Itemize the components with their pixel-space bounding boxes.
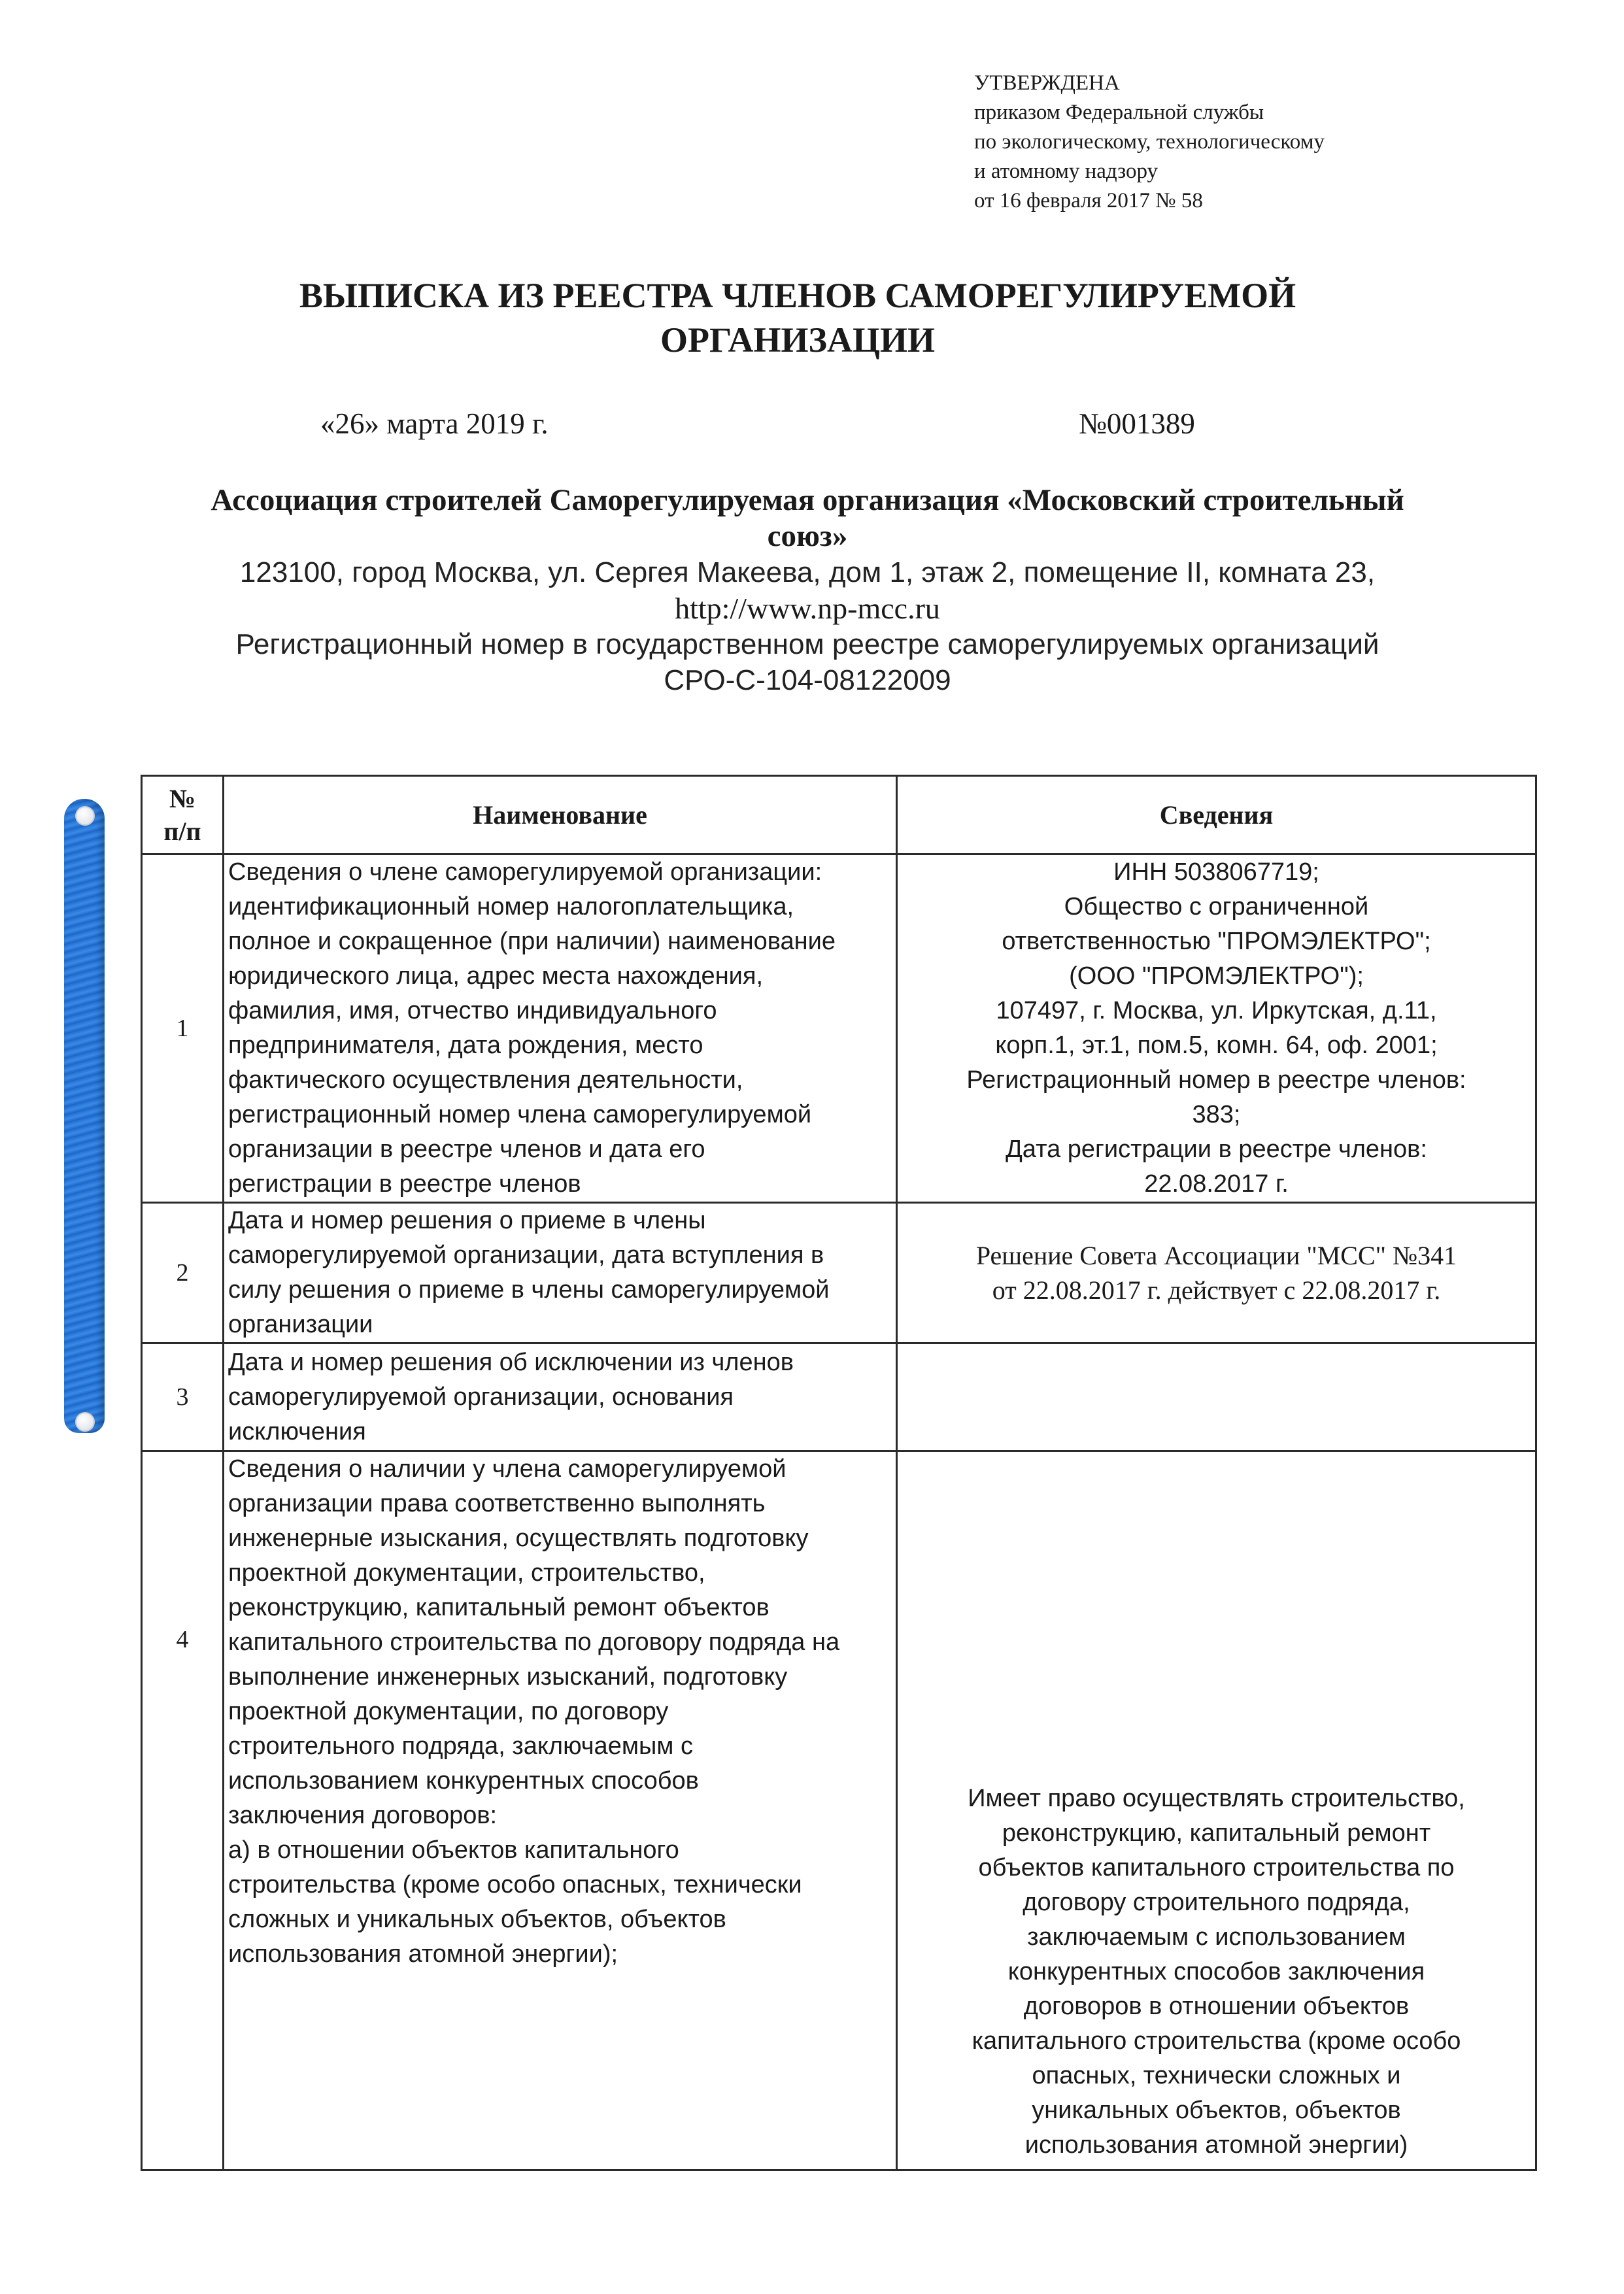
row-info [897, 1451, 1536, 2170]
row-name-line: Дата и номер решения об исключении из членов [228, 1348, 794, 1376]
row-info-line: договоров в отношении объектов [1023, 1993, 1410, 2020]
row-name-line: организации [228, 1311, 373, 1338]
document-date: «26» марта 2019 г. [320, 407, 549, 440]
row-info-line: реконструкцию, капитальный ремонт [1002, 1819, 1431, 1847]
row-info-line: (ООО "ПРОМЭЛЕКТРО"); [1069, 962, 1364, 990]
row-name-line: использования атомной энергии); [228, 1940, 618, 1968]
row-info-line: заключаемым с использованием [1027, 1923, 1406, 1951]
row-name-line: предпринимателя, дата рождения, место [228, 1032, 703, 1059]
row-name-line: идентификационный номер налогоплательщика, [228, 893, 794, 920]
row-name-line: фактического осуществления деятельности, [228, 1066, 743, 1094]
row-info-line: договору строительного подряда, [1023, 1889, 1410, 1916]
approval-line: приказом Федеральной службы [974, 101, 1264, 124]
row-name-line: Сведения о наличии у члена саморегулируемой [228, 1455, 787, 1483]
binding-ribbon [64, 799, 105, 1433]
organization-block [144, 482, 1471, 698]
header-num [142, 776, 224, 854]
row-name-line: регистрационный номер члена саморегулируемой [228, 1101, 812, 1128]
table-row [142, 854, 1536, 1203]
row-info-line: от 22.08.2017 г. действует с 22.08.2017 г. [992, 1275, 1441, 1305]
row-name-line: исключения [228, 1417, 366, 1445]
document-title [170, 273, 1425, 362]
table-row [142, 1203, 1536, 1343]
row-info-line: объектов капитального строительства по [978, 1854, 1455, 1881]
row-name-line: выполнение инженерных изысканий, подготовку [228, 1663, 788, 1691]
row-name-line: капитального строительства по договору подряда на [228, 1628, 840, 1656]
row-name-line: а) в отношении объектов капитального [228, 1836, 679, 1864]
row-name-line: силу решения о приеме в члены саморегулируемой [228, 1276, 830, 1304]
row-name-line: регистрации в реестре членов [228, 1170, 581, 1198]
row-name-line: реконструкцию, капитальный ремонт объектов [228, 1594, 770, 1621]
row-name-line: полное и сокращенное (при наличии) наименование [228, 928, 836, 955]
row-num: 2 [142, 1203, 224, 1343]
row-name [224, 1343, 897, 1451]
row-info-line: 22.08.2017 г. [1144, 1170, 1289, 1198]
row-info [897, 1203, 1536, 1343]
row-info-line: Решение Совета Ассоциации "МСС" №341 [975, 1241, 1457, 1270]
approval-line: УТВЕРЖДЕНА [974, 71, 1120, 95]
row-name-line: саморегулируемой организации, основания [228, 1383, 734, 1411]
row-name-line: проектной документации, строительство, [228, 1559, 705, 1587]
row-info-line: 383; [1192, 1101, 1241, 1128]
org-website: http://www.np-mcc.ru [675, 592, 940, 625]
row-info-line: Имеет право осуществлять строительство, [968, 1785, 1465, 1812]
row-info-line: корп.1, эт.1, пом.5, комн. 64, оф. 2001; [995, 1032, 1438, 1059]
approval-line: и атомному надзору [974, 160, 1159, 183]
table-row [142, 1451, 1536, 2170]
approval-block [974, 69, 1497, 216]
row-name-line: саморегулируемой организации, дата вступления в [228, 1241, 824, 1269]
row-info-line: Дата регистрации в реестре членов: [1006, 1136, 1427, 1163]
title-line-2: ОРГАНИЗАЦИИ [660, 320, 935, 360]
row-name-line: Сведения о члене саморегулируемой организации: [228, 858, 822, 886]
row-info [897, 854, 1536, 1203]
row-info-line: использования атомной энергии) [1024, 2131, 1408, 2159]
row-name [224, 854, 897, 1203]
row-info-line: Общество с ограниченной [1064, 893, 1369, 920]
row-name-line: сложных и уникальных объектов, объектов [228, 1906, 726, 1933]
row-name-line: юридического лица, адрес места нахождения, [228, 962, 764, 990]
row-name [224, 1451, 897, 2170]
header-name: Наименование [224, 776, 897, 854]
row-info-line: Регистрационный номер в реестре членов: [966, 1066, 1466, 1094]
row-name-line: организации права соответственно выполнять [228, 1490, 766, 1517]
org-reg-label: Регистрационный номер в государственном реестре саморегулируемых организаций [235, 628, 1379, 660]
row-name-line: инженерные изыскания, осуществлять подготовку [228, 1525, 809, 1552]
row-info-line: ответственностью "ПРОМЭЛЕКТРО"; [1002, 928, 1431, 955]
row-num: 1 [142, 854, 224, 1203]
approval-line: от 16 февраля 2017 № 58 [974, 189, 1203, 212]
rivet-icon [75, 1412, 95, 1432]
row-name-line: фамилия, имя, отчество индивидуального [228, 997, 717, 1024]
approval-line: по экологическому, технологическому [974, 130, 1325, 154]
row-info-line: уникальных объектов, объектов [1032, 2097, 1401, 2124]
org-name-line-2: союз» [767, 519, 848, 553]
row-name-line: заключения договоров: [228, 1802, 498, 1829]
row-name-line: строительства (кроме особо опасных, технически [228, 1871, 802, 1898]
row-info-line: ИНН 5038067719; [1113, 858, 1319, 886]
row-info-line: конкурентных способов заключения [1007, 1958, 1425, 1985]
row-info-line: опасных, технически сложных и [1032, 2062, 1401, 2089]
rivet-icon [75, 806, 95, 826]
row-name [224, 1203, 897, 1343]
row-name-line: проектной документации, по договору [228, 1698, 669, 1725]
row-num: 3 [142, 1343, 224, 1451]
row-num: 4 [142, 1451, 224, 2170]
org-name-line-1: Ассоциация строителей Саморегулируемая организация «Московский строительный [211, 483, 1404, 517]
title-line-1: ВЫПИСКА ИЗ РЕЕСТРА ЧЛЕНОВ САМОРЕГУЛИРУЕМОЙ [299, 276, 1296, 315]
row-name-line: Дата и номер решения о приеме в члены [228, 1207, 706, 1234]
row-info-empty [897, 1343, 1536, 1451]
table-row [142, 1343, 1536, 1451]
org-address-line-1: 123100, город Москва, ул. Сергея Макеева, дом 1, этаж 2, помещение II, комната 23, [239, 556, 1376, 588]
header-info: Сведения [897, 776, 1536, 854]
header-num-line-1: № [169, 783, 196, 813]
org-reg-number: СРО-С-104-08122009 [664, 664, 951, 696]
registry-table [141, 775, 1537, 2171]
table-header-row [142, 776, 1536, 854]
header-num-line-2: п/п [163, 816, 201, 846]
row-name-line: использованием конкурентных способов [228, 1767, 699, 1795]
row-name-line: организации в реестре членов и дата его [228, 1136, 705, 1163]
row-info-line: 107497, г. Москва, ул. Иркутская, д.11, [996, 997, 1437, 1024]
row-info-line: капитального строительства (кроме особо [972, 2027, 1461, 2055]
row-name-line: строительного подряда, заключаемым с [228, 1732, 693, 1760]
document-number: №001389 [1079, 407, 1195, 440]
